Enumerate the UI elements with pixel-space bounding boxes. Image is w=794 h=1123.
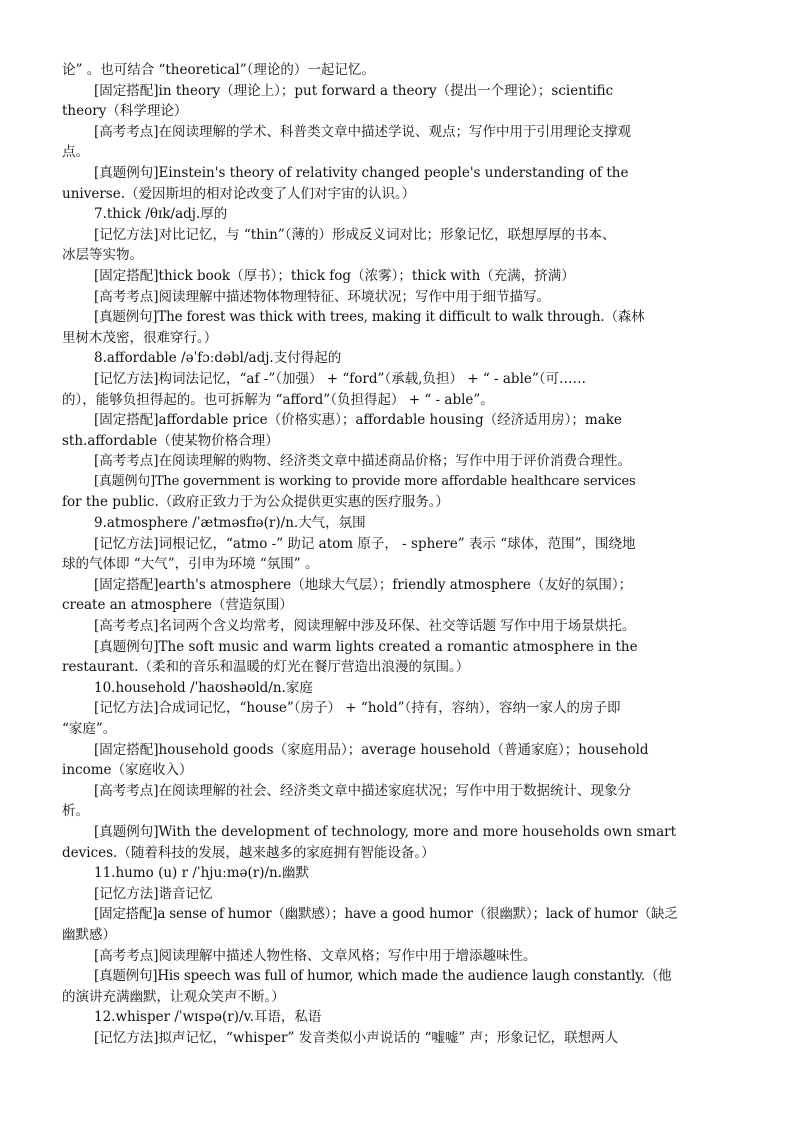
memory-method-line: [记忆方法]合成词记忆，“house”（房子） + “hold”（持有，容纳），容纳一家人的房子即 bbox=[94, 700, 621, 717]
collocation-line: [固定搭配]in theory（理论上）；put forward a theory（提出一个理论）；scientific bbox=[94, 82, 614, 99]
memory-method-line: [记忆方法]词根记忆，“atmo -” 助记 atom 原子， - sphere” 表示 “球体，范围”，围绕地 bbox=[94, 535, 636, 552]
example-sentence-line: [真题例句]The forest was thick with trees, making it difficult to walk through.（森林 bbox=[94, 309, 645, 326]
text-line: create an atmosphere（营造氛围） bbox=[62, 597, 293, 614]
memory-method-line: [记忆方法]对比记忆，与 “thin”（薄的）形成反义词对比；形象记忆，联想厚厚的书本、 bbox=[94, 226, 616, 243]
collocation-line: [固定搭配]a sense of humor（幽默感）；have a good humor（很幽默）；lack of humor（缺乏 bbox=[94, 906, 678, 923]
text-line: 的），能够负担得起的。也可拆解为 “afford”（负担得起） + “ - able”。 bbox=[62, 391, 494, 408]
collocation-line: [固定搭配]earth's atmosphere（地球大气层）；friendly atmosphere（友好的氛围）； bbox=[94, 576, 633, 593]
collocation-line: [固定搭配]affordable price（价格实惠）；affordable housing（经济适用房）；make bbox=[94, 412, 622, 429]
word-heading-household: 10.household /ˈhaʊshəʊld/n.家庭 bbox=[94, 679, 313, 696]
text-line: sth.affordable（使某物价格合理） bbox=[62, 432, 279, 449]
example-sentence-line: [真题例句]The government is working to provide more affordable healthcare services bbox=[94, 473, 636, 489]
exam-point-line: [高考考点]在阅读理解的购物、经济类文章中描述商品价格；写作中用于评价消费合理性。 bbox=[94, 453, 632, 470]
text-line: 的演讲充满幽默，让观众笑声不断。） bbox=[62, 988, 285, 1005]
memory-method-line: [记忆方法]构词法记忆，“af -”（加强） + “ford”（承载,负担） + “ - able”（可…… bbox=[94, 370, 587, 387]
exam-point-line: [高考考点]名词两个含义均常考，阅读理解中涉及环保、社交等话题 写作中用于场景烘托。 bbox=[94, 618, 636, 635]
text-line: 论” 。也可结合 “theoretical”（理论的）一起记忆。 bbox=[62, 62, 375, 78]
word-heading-affordable: 8.affordable /əˈfɔːdəbl/adj.支付得起的 bbox=[94, 350, 342, 367]
text-line: “家庭”。 bbox=[62, 721, 117, 737]
example-sentence-line: [真题例句]With the development of technology, more and more households own smart bbox=[94, 823, 677, 840]
exam-point-line: [高考考点]阅读理解中描述人物性格、文章风格；写作中用于增添趣味性。 bbox=[94, 947, 537, 964]
collocation-line: [固定搭配]household goods（家庭用品）；average household（普通家庭）；household bbox=[94, 741, 649, 758]
text-line: devices.（随着科技的发展，越来越多的家庭拥有智能设备。） bbox=[62, 844, 435, 861]
word-heading-whisper: 12.whisper /ˈwɪspə(r)/v.耳语，私语 bbox=[94, 1009, 322, 1026]
word-heading-thick: 7.thick /θɪk/adj.厚的 bbox=[94, 206, 228, 223]
text-line: 球的气体即 “大气”，引申为环境 “氛围” 。 bbox=[62, 556, 319, 573]
text-line: 幽默感） bbox=[62, 926, 116, 943]
exam-point-line: [高考考点]在阅读理解的学术、科普类文章中描述学说、观点；写作中用于引用理论支撑观 bbox=[94, 123, 632, 140]
text-line: restaurant.（柔和的音乐和温暖的灯光在餐厅营造出浪漫的氛围。） bbox=[62, 659, 470, 676]
example-sentence-line: [真题例句]His speech was full of humor, which made the audience laugh constantly.（他 bbox=[94, 968, 672, 985]
example-sentence-line: [真题例句]Einstein's theory of relativity changed people's understanding of the bbox=[94, 164, 629, 181]
word-heading-humor: 11.humo (u) r /ˈhjuːmə(r)/n.幽默 bbox=[94, 865, 310, 882]
text-line: 析。 bbox=[62, 803, 89, 820]
memory-method-line: [记忆方法]拟声记忆，“whisper” 发音类似小声说话的 “嘘嘘” 声；形象记忆，联想两人 bbox=[94, 1029, 619, 1046]
example-sentence-line: [真题例句]The soft music and warm lights created a romantic atmosphere in the bbox=[94, 638, 638, 655]
text-line: for the public.（政府正致力于为公众提供更实惠的医疗服务。） bbox=[62, 494, 449, 511]
text-line: universe.（爱因斯坦的相对论改变了人们对宇宙的认识。） bbox=[62, 185, 416, 202]
text-line: 里树木茂密，很难穿行。） bbox=[62, 329, 218, 346]
text-line: 点。 bbox=[62, 144, 89, 161]
text-line: 冰层等实物。 bbox=[62, 247, 143, 264]
word-heading-atmosphere: 9.atmosphere /ˈætməsfɪə(r)/n.大气，氛围 bbox=[94, 515, 366, 532]
text-line: income（家庭收入） bbox=[62, 762, 193, 779]
exam-point-line: [高考考点]在阅读理解的社会、经济类文章中描述家庭状况；写作中用于数据统计、现象分 bbox=[94, 782, 632, 799]
memory-method-line: [记忆方法]谐音记忆 bbox=[94, 885, 213, 902]
collocation-line: [固定搭配]thick book（厚书）；thick fog（浓雾）；thick with（充满，挤满） bbox=[94, 267, 575, 284]
text-line: theory（科学理论） bbox=[62, 103, 188, 120]
exam-point-line: [高考考点]阅读理解中描述物体物理特征、环境状况；写作中用于细节描写。 bbox=[94, 288, 551, 305]
